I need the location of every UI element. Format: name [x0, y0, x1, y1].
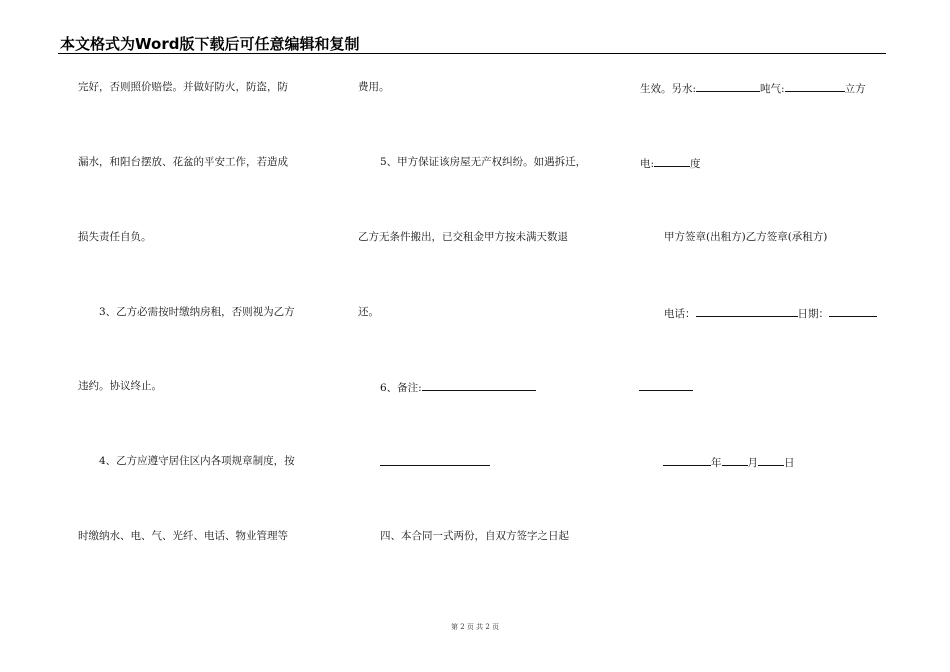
remark-label: 6、备注: [380, 382, 422, 394]
remark-blank-2 [380, 465, 490, 466]
phone-date-row [664, 305, 877, 321]
phone-label: 电话： [664, 308, 696, 320]
electric-blank [654, 155, 690, 167]
electric-label: 电: [640, 158, 655, 170]
month-blank [722, 454, 748, 466]
gas-label: 吨气: [760, 83, 785, 95]
date-blank [829, 305, 877, 317]
remark-blank [422, 379, 536, 391]
col2-line-7: 四、本合同一式两份，自双方签字之日起 [380, 530, 569, 542]
month-label: 月 [747, 457, 758, 469]
signature-blank [639, 390, 693, 391]
col2-line-2: 5、甲方保证该房屋无产权纠纷。如遇拆迁， [380, 156, 587, 168]
day-blank [758, 454, 784, 466]
col1-line-3: 损失责任自负。 [78, 231, 152, 243]
phone-blank [696, 305, 798, 317]
year-label: 年 [711, 457, 722, 469]
col1-line-4: 3、乙方必需按时缴纳房租，否则视为乙方 [99, 306, 295, 318]
remark-row [380, 379, 536, 395]
header-divider [58, 53, 886, 54]
water-blank [696, 80, 760, 92]
ymd-row [663, 454, 795, 470]
day-label: 日 [784, 457, 795, 469]
col1-line-7: 时缴纳水、电、气、光纤、电话、物业管理等 [78, 530, 288, 542]
electric-row [640, 155, 701, 171]
col1-line-5: 违约。协议终止。 [78, 380, 162, 392]
col1-line-6: 4、乙方应遵守居住区内各项规章制度，按 [99, 455, 295, 467]
col2-line-1: 费用。 [358, 81, 390, 93]
year-blank [663, 454, 711, 466]
col2-line-4: 还。 [358, 306, 379, 318]
document-header-title: 本文格式为Word版下载后可任意编辑和复制 [60, 35, 360, 53]
col1-line-1: 完好，否则照价赔偿。并做好防火，防盗，防 [78, 81, 288, 93]
signature-line: 甲方签章(出租方)乙方签章(承租方) [664, 231, 828, 243]
page-footer: 第 2 页 共 2 页 [450, 623, 500, 631]
col2-line-3: 乙方无条件搬出，已交租金甲方按未满天数退 [358, 231, 568, 243]
col1-line-2: 漏水，和阳台摆放、花盆的平安工作，若造成 [78, 156, 288, 168]
date-label: 日期： [797, 308, 829, 320]
water-label: 生效。另水: [640, 83, 697, 95]
gas-blank [785, 80, 845, 92]
gas-unit: 立方 [844, 83, 866, 95]
electric-unit: 度 [690, 158, 701, 170]
utility-row [640, 80, 866, 96]
